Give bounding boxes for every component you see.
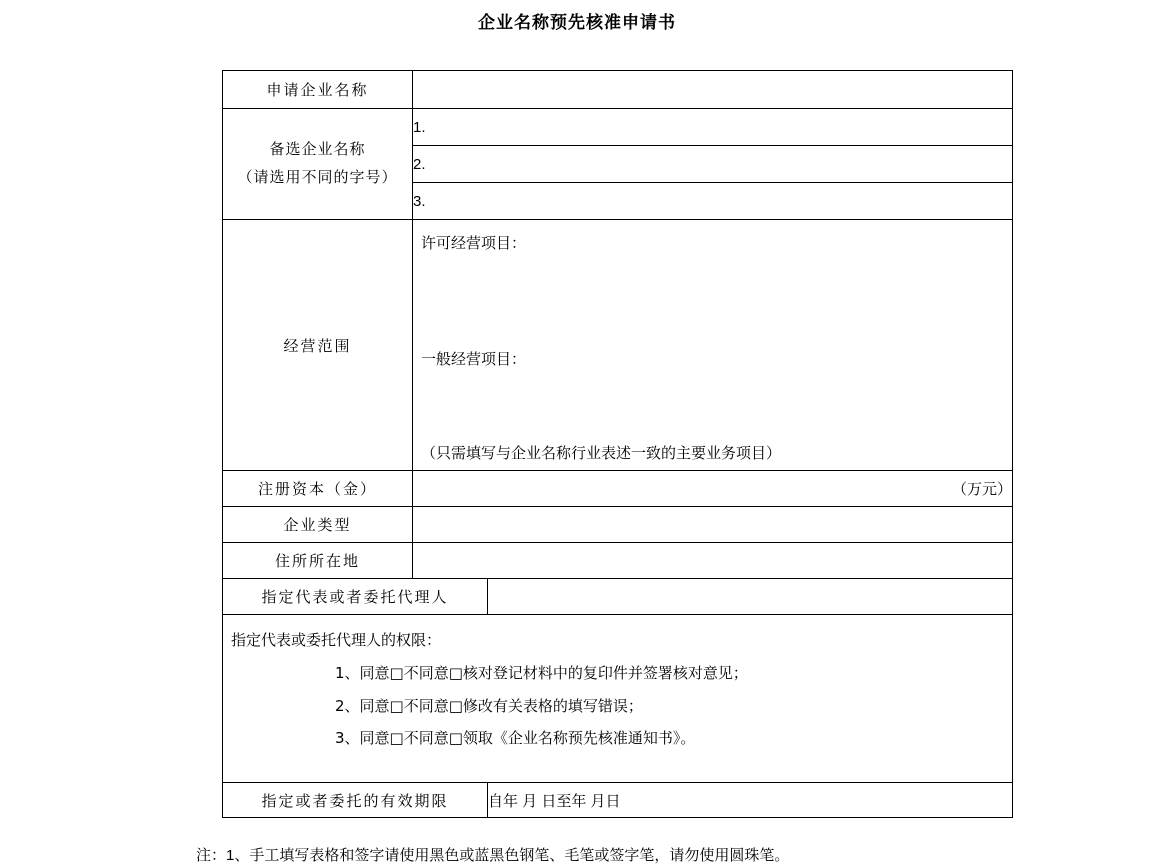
business-scope-label: [223, 220, 413, 471]
applicant-name-input[interactable]: [413, 71, 1013, 109]
application-form: [222, 70, 1012, 818]
address-input[interactable]: [413, 543, 1013, 579]
applicant-name-label: 申请企业名称: [223, 71, 413, 109]
enterprise-type-label: 企业类型: [223, 507, 413, 543]
alt-names-label-line2: （请选用不同的字号）: [237, 169, 398, 186]
authority-item-1[interactable]: 1、同意□不同意□核对登记材料中的复印件并签署核对意见；: [335, 664, 748, 683]
authority-cell: [223, 615, 1013, 783]
table-row-registered-capital: [223, 471, 1013, 507]
alt-names-label: [223, 109, 413, 220]
business-scope-label-text: 经营范围: [283, 337, 352, 355]
page-title: 企业名称预先核准申请书: [478, 13, 676, 32]
capital-input[interactable]: [413, 471, 1013, 507]
alt-name-3-input[interactable]: 3.: [413, 183, 1013, 220]
business-scope-input[interactable]: [413, 220, 1013, 471]
scope-permitted-label: 许可经营项目：: [421, 235, 527, 252]
form-table: [222, 70, 1013, 818]
authority-spacer: [227, 754, 1012, 772]
scope-hint-text: （只需填写与企业名称行业表述一致的主要业务项目）: [421, 445, 782, 462]
capital-label: 注册资本（金）: [223, 471, 413, 507]
validity-input[interactable]: 自年 月 日至年 月日: [488, 783, 1013, 818]
capital-unit-label: （万元）: [951, 481, 1012, 498]
table-row-applicant-name: [223, 71, 1013, 109]
authority-item-3[interactable]: 3、同意□不同意□领取《企业名称预先核准通知书》。: [335, 728, 696, 747]
table-row-alt-name-1: [223, 109, 1013, 146]
table-row-business-scope: [223, 220, 1013, 471]
table-row-representative: [223, 579, 1013, 615]
enterprise-type-input[interactable]: [413, 507, 1013, 543]
table-row-address: [223, 543, 1013, 579]
address-label: 住所所在地: [223, 543, 413, 579]
table-row-enterprise-type: [223, 507, 1013, 543]
validity-label: 指定或者委托的有效期限: [223, 783, 488, 818]
table-row-validity: [223, 783, 1013, 818]
representative-label: 指定代表或者委托代理人: [223, 579, 488, 615]
authority-title: 指定代表或委托代理人的权限：: [231, 632, 442, 649]
alt-name-1-input[interactable]: 1.: [413, 109, 1013, 146]
alt-names-label-line1: 备选企业名称: [269, 140, 366, 158]
form-footnote: 注：1、手工填写表格和签字请使用黑色或蓝黑色钢笔、毛笔或签字笔，请勿使用圆珠笔。: [196, 847, 790, 864]
scope-general-label: 一般经营项目：: [421, 351, 527, 368]
alt-name-2-input[interactable]: 2.: [413, 146, 1013, 183]
table-row-authority: [223, 615, 1013, 783]
authority-item-2[interactable]: 2、同意□不同意□修改有关表格的填写错误；: [335, 696, 643, 715]
representative-input[interactable]: [488, 579, 1013, 615]
